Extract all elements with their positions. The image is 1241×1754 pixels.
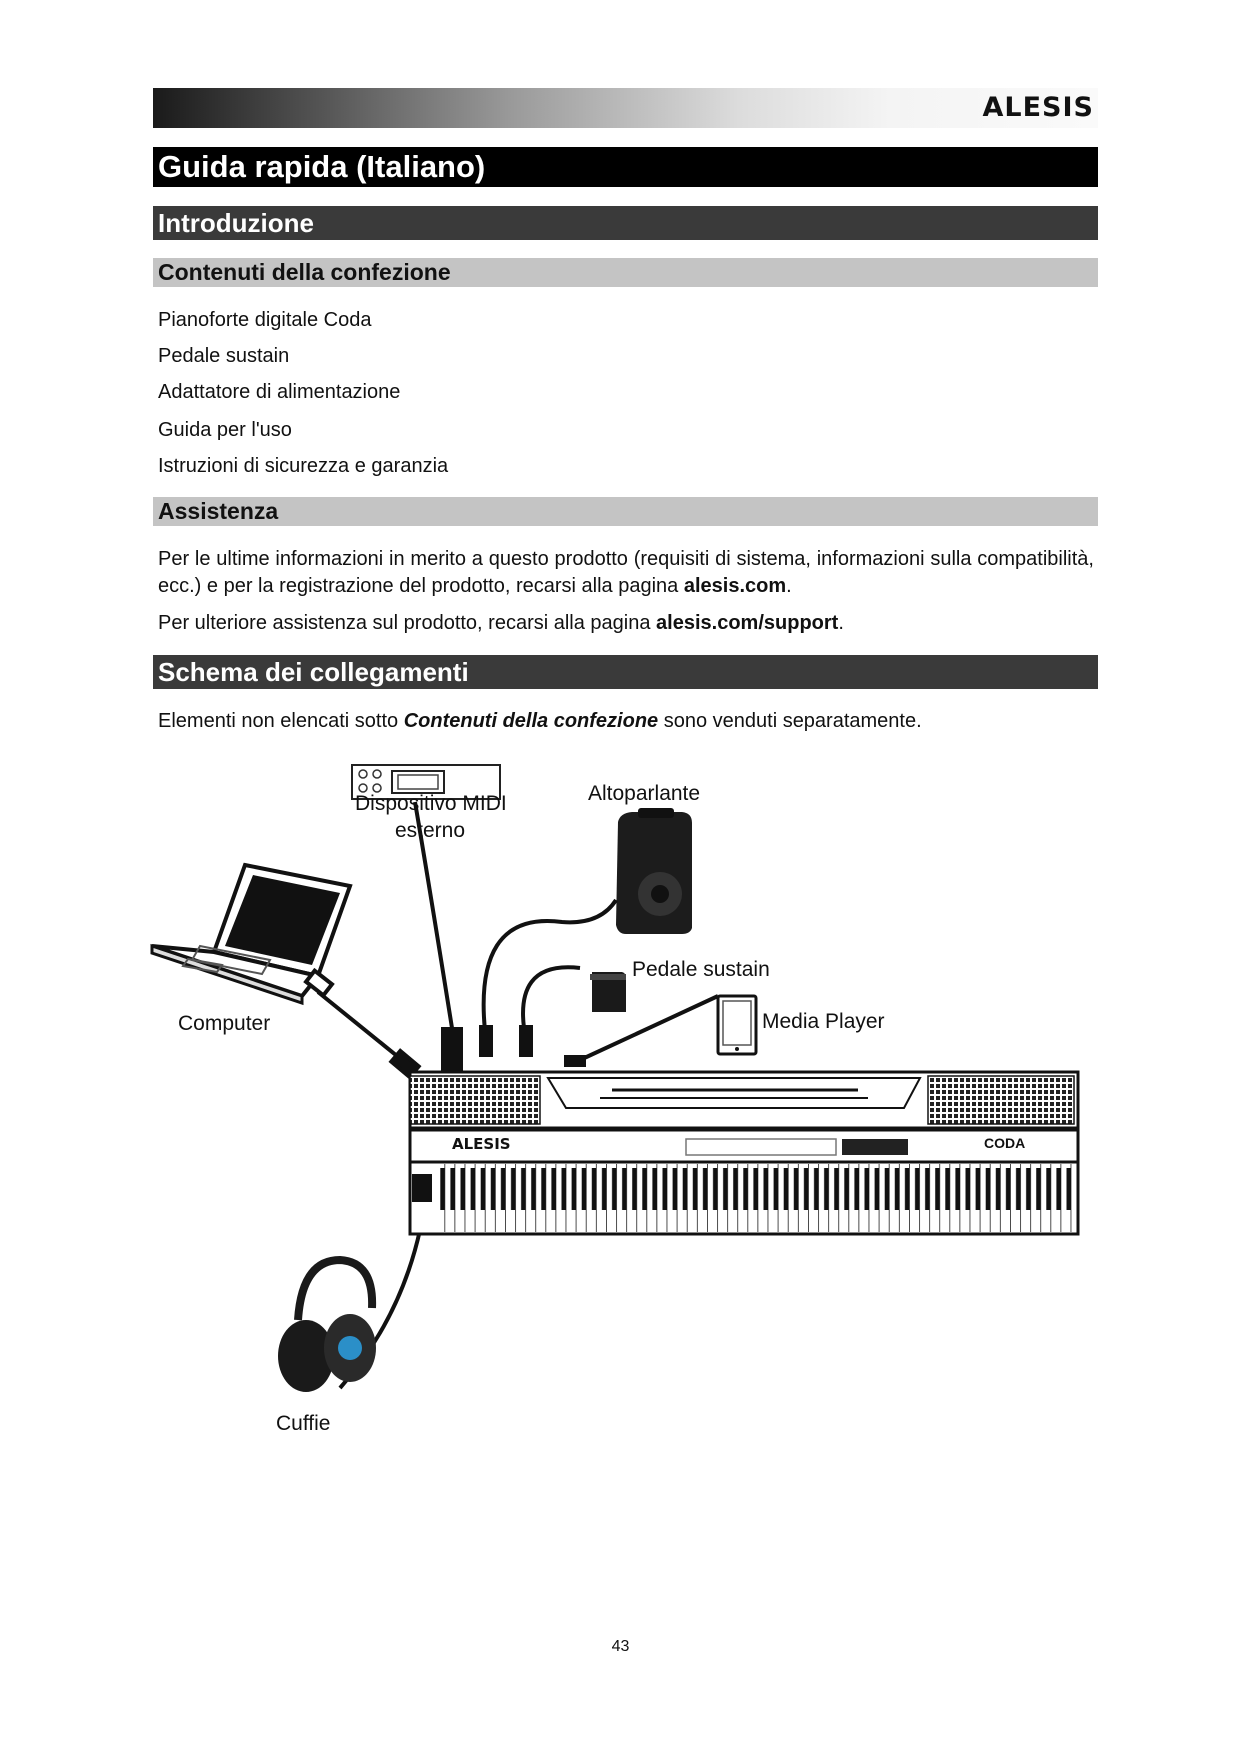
speaker-icon <box>616 808 692 934</box>
sustain-pedal-icon <box>590 972 626 1012</box>
label-speaker: Altoparlante <box>588 782 701 805</box>
connection-note: Elementi non elencati sotto Contenuti della confezione sono venduti separatamente. <box>158 710 922 732</box>
page-title: Guida rapida (Italiano) <box>153 147 1098 187</box>
box-content-item: Istruzioni di sicurezza e garanzia <box>158 455 449 477</box>
piano-model-label: CODA <box>984 1135 1026 1151</box>
alesis-logo: ALESIS <box>982 92 1094 123</box>
label-computer: Computer <box>178 1012 271 1035</box>
media-player-icon <box>718 996 756 1054</box>
label-headphones: Cuffie <box>276 1412 331 1435</box>
section-heading-introduction: Introduzione <box>153 206 1098 240</box>
subsection-heading-box-contents: Contenuti della confezione <box>153 258 1098 287</box>
box-content-item: Guida per l'uso <box>158 419 292 441</box>
box-content-item: Pianoforte digitale Coda <box>158 309 372 331</box>
diagram-drawing <box>0 760 1241 1480</box>
label-sustain-pedal: Pedale sustain <box>632 958 770 981</box>
subsection-heading-support: Assistenza <box>153 497 1098 526</box>
digital-piano-icon <box>410 1072 1078 1234</box>
page-number: 43 <box>611 1638 630 1655</box>
label-midi-device: Dispositivo MIDI esterno <box>355 792 507 842</box>
link-alesis-com[interactable]: alesis.com <box>683 575 787 597</box>
label-media-player: Media Player <box>762 1010 885 1033</box>
box-content-item: Adattatore di alimentazione <box>158 381 401 403</box>
support-paragraph-2: Per ulteriore assistenza sul prodotto, recarsi alla pagina alesis.com/support. <box>158 612 844 634</box>
link-alesis-support[interactable]: alesis.com/support <box>656 612 839 634</box>
section-heading-connection-diagram: Schema dei collegamenti <box>153 655 1098 689</box>
headphones-icon <box>278 1260 376 1392</box>
box-content-item: Pedale sustain <box>158 345 290 367</box>
support-paragraph-1: Per le ultime informazioni in merito a questo prodotto (requisiti di sistema, informazioni sulla compatibilità, ecc.) e per la registrazione del prodotto, recarsi alla pagina alesis.com. <box>158 548 1094 597</box>
brand-header-bar <box>153 88 1098 128</box>
connection-diagram <box>0 760 1241 1480</box>
piano-brand-label: ALESIS <box>452 1135 511 1153</box>
